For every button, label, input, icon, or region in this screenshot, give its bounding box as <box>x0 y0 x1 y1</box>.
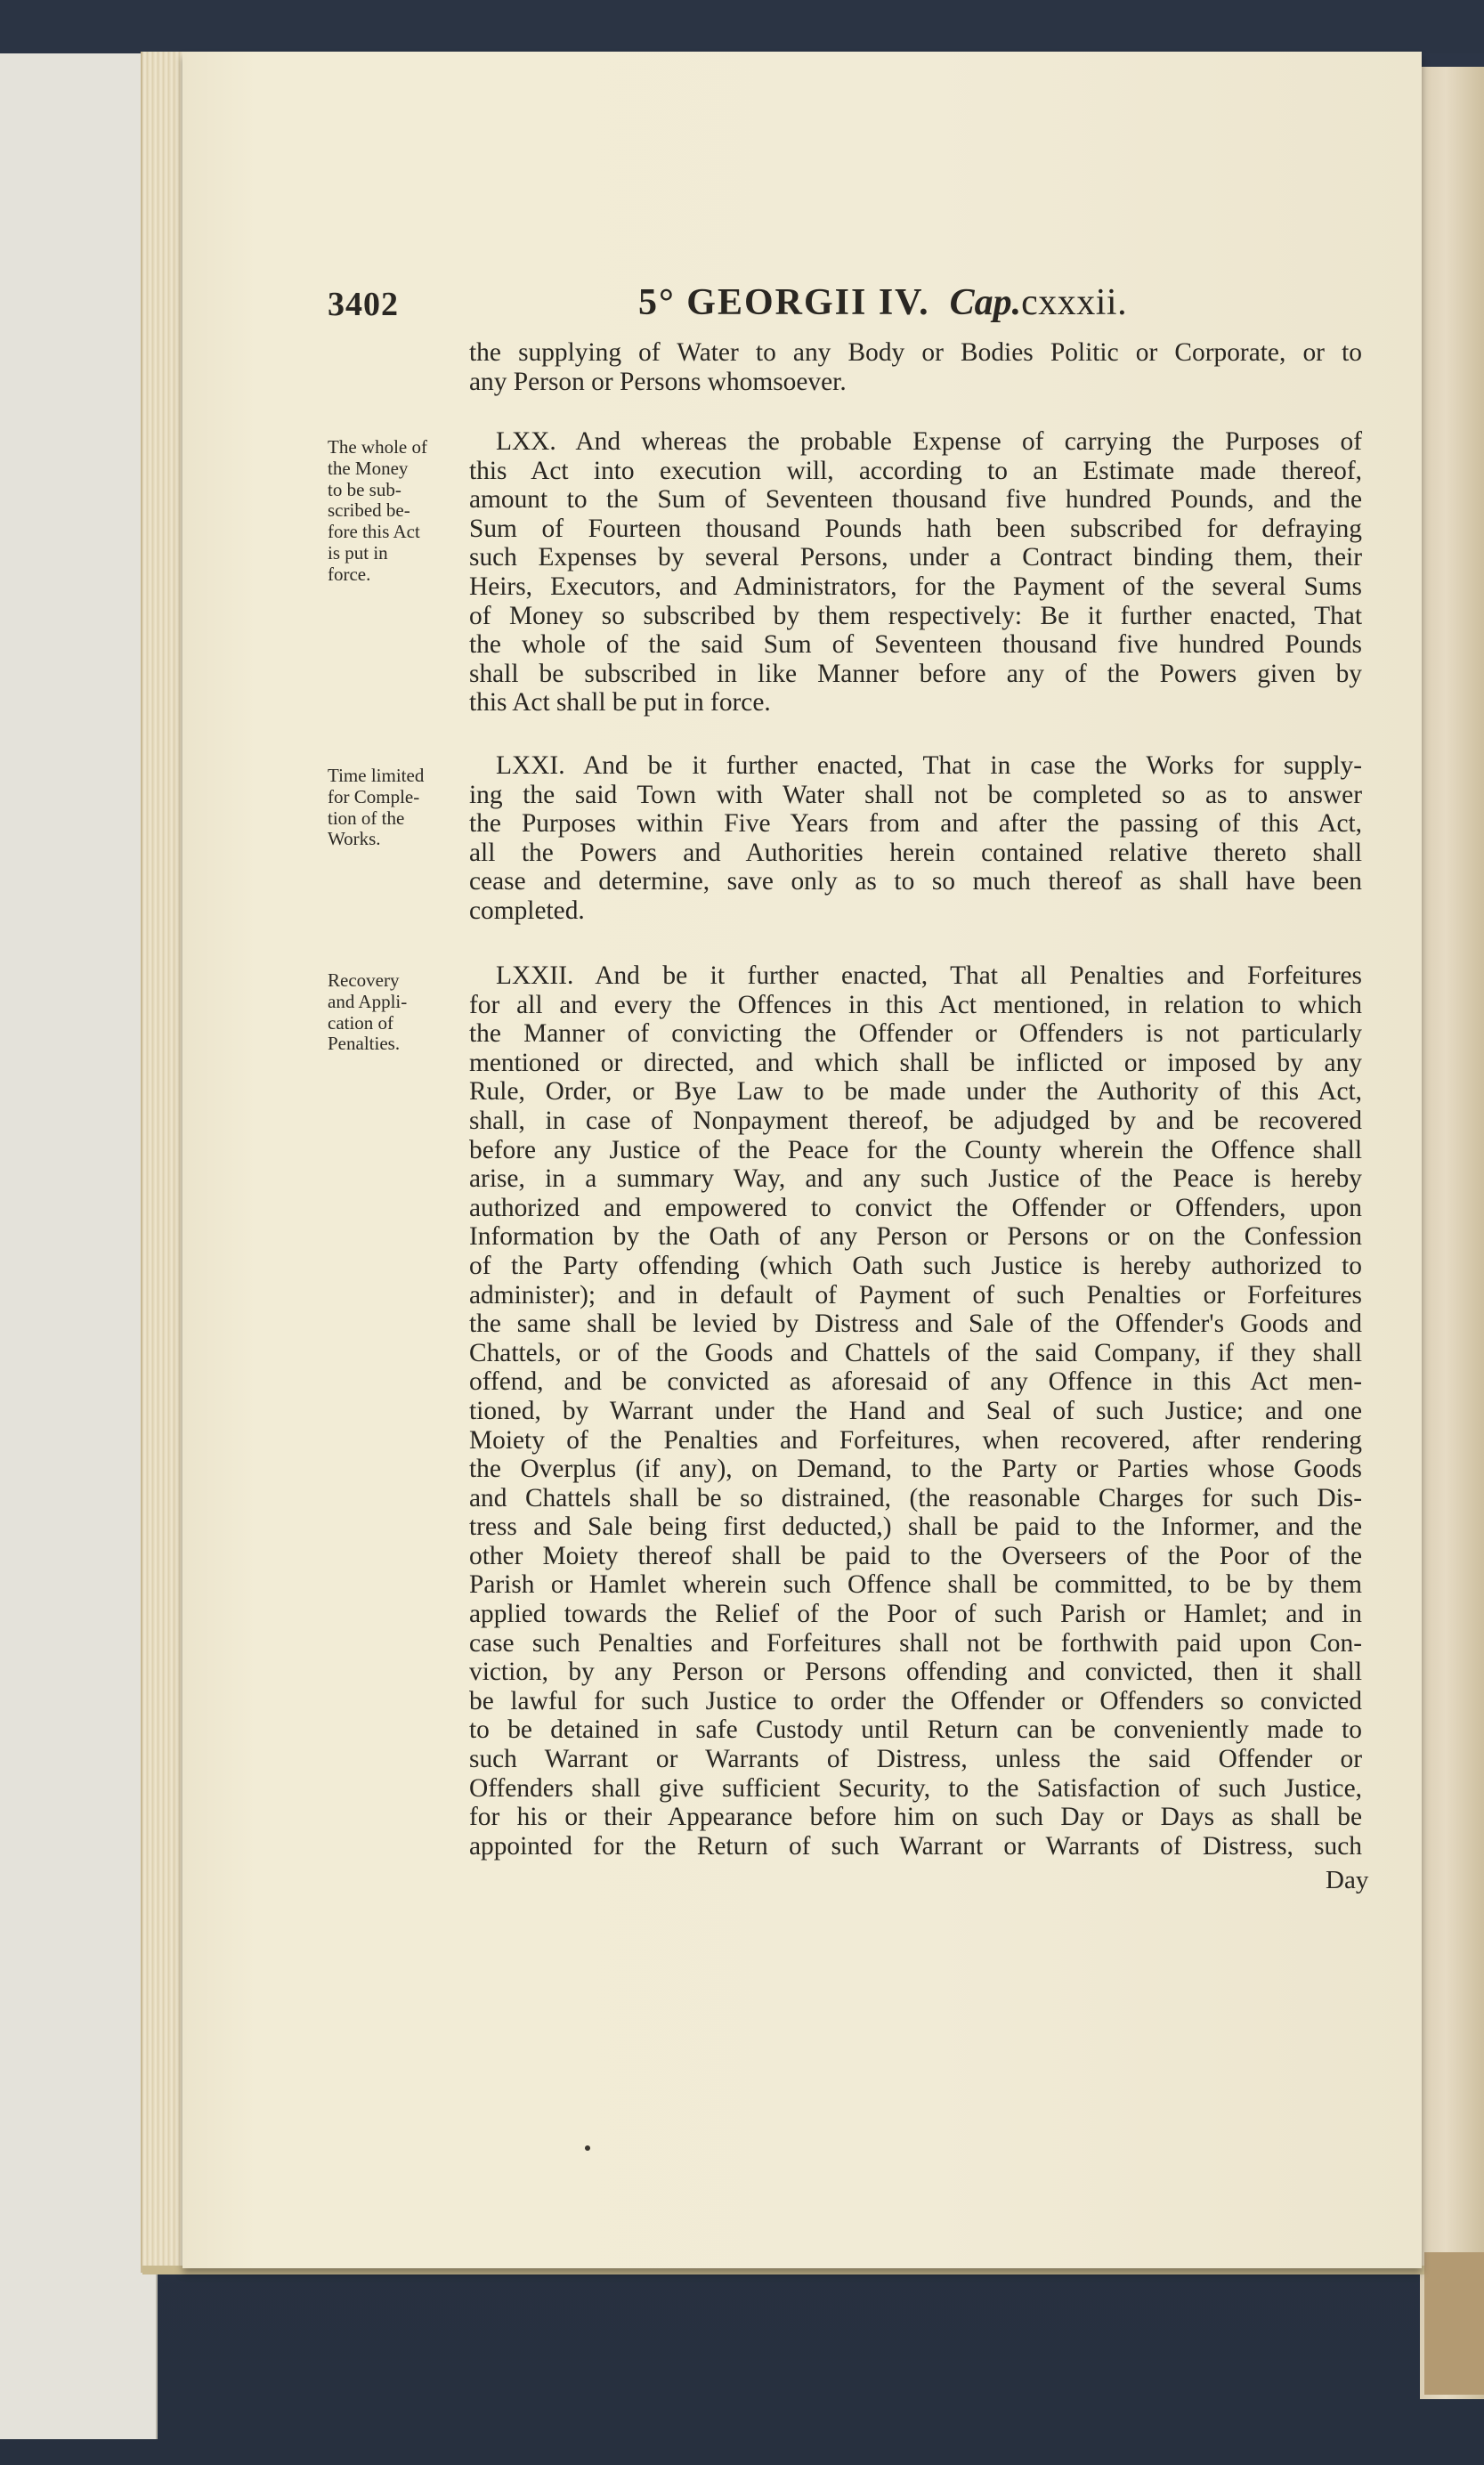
right-edge-tab <box>1424 2252 1484 2395</box>
text-line: for his or their Appearance before him on such Day or Days as shall be <box>469 1803 1362 1832</box>
left-flyleaf <box>0 53 158 2439</box>
text-line: this Act into execution will, according to an Estimate made thereof, <box>469 456 1362 485</box>
text-line: tress and Sale being first deducted,) shall be paid to the Informer, and the <box>469 1512 1362 1542</box>
text-line: arise, in a summary Way, and any such Justice of the Peace is hereby <box>469 1164 1362 1194</box>
text-line: Offenders shall give sufficient Security, to the Satisfaction of such Justice, <box>469 1773 1362 1803</box>
text-line: completed. <box>469 896 585 925</box>
book-cover-top <box>0 0 1484 53</box>
text-line: viction, by any Person or Persons offending and convicted, then it shall <box>469 1658 1362 1687</box>
text-line: authorized and empowered to convict the Offender or Offenders, upon <box>469 1193 1362 1222</box>
paragraph-lxxi <box>469 751 1362 926</box>
text-line: to be detained in safe Custody until Return can be conveniently made to <box>469 1715 1362 1745</box>
text-line: applied towards the Relief of the Poor of such Parish or Hamlet; and in <box>469 1600 1362 1629</box>
text-line: the whole of the said Sum of Seventeen thousand five hundred Pounds <box>469 630 1362 660</box>
text-line: case such Penalties and Forfeitures shall not be forthwith paid upon Con- <box>469 1628 1362 1658</box>
text-line: tioned, by Warrant under the Hand and Seal of such Justice; and one <box>469 1396 1362 1425</box>
text-line: the supplying of Water to any Body or Bodies Politic or Corporate, or to <box>469 338 1362 367</box>
text-line: administer); and in default of Payment of such Penalties or Forfeitures <box>469 1280 1362 1310</box>
text-line: of the Party offending (which Oath such Justice is hereby authorized to <box>469 1251 1362 1280</box>
text-line: of Money so subscribed by them respectively: Be it further enacted, That <box>469 601 1362 630</box>
text-line: cease and determine, save only as to so much thereof as shall have been <box>469 867 1362 896</box>
ink-dot <box>585 2145 590 2151</box>
text-line: offend, and be convicted as aforesaid of any Offence in this Act men- <box>469 1367 1362 1397</box>
chapter-number: cxxxii. <box>1021 282 1128 323</box>
text-line: mentioned or directed, and which shall be inflicted or imposed by any <box>469 1048 1362 1077</box>
text-line: such Warrant or Warrants of Distress, unless the said Offender or <box>469 1745 1362 1774</box>
text-line: Parish or Hamlet wherein such Offence shall be committed, to be by them <box>469 1570 1362 1600</box>
act-title: 5° GEORGII IV. <box>638 282 930 323</box>
text-line: the Overplus (if any), on Demand, to the Party or Parties whose Goods <box>469 1455 1362 1484</box>
text-line: LXX. And whereas the probable Expense of carrying the Purposes of <box>496 427 1362 456</box>
text-line: all the Powers and Authorities herein contained relative thereto shall <box>469 838 1362 867</box>
sidenote-money: The whole of the Money to be sub- scribed be- fore this Act is put in force. <box>328 436 427 585</box>
paragraph-lxx <box>469 427 1362 718</box>
document-page <box>182 52 1422 2268</box>
paragraph-lxxii <box>469 961 1362 1861</box>
text-line: the Manner of convicting the Offender or Offenders is not particularly <box>469 1019 1362 1049</box>
text-line: any Person or Persons whomsoever. <box>469 367 847 396</box>
text-line: Heirs, Executors, and Administrators, for the Payment of the several Sums <box>469 572 1362 601</box>
text-line: amount to the Sum of Seventeen thousand five hundred Pounds, and the <box>469 485 1362 515</box>
page-number: 3402 <box>328 286 399 323</box>
text-line: the Purposes within Five Years from and after the passing of this Act, <box>469 809 1362 839</box>
text-line: Chattels, or of the Goods and Chattels of the said Company, if they shall <box>469 1338 1362 1367</box>
text-line: such Expenses by several Persons, under a Contract binding them, their <box>469 543 1362 572</box>
text-line: Information by the Oath of any Person or Persons or on the Confession <box>469 1222 1362 1252</box>
page-content <box>182 52 1422 2268</box>
text-line: appointed for the Return of such Warrant or Warrants of Distress, such <box>469 1831 1362 1861</box>
text-line: this Act shall be put in force. <box>469 688 771 718</box>
text-line: and Chattels shall be so distrained, (the reasonable Charges for such Dis- <box>469 1483 1362 1512</box>
paragraph-intro <box>469 338 1362 396</box>
text-line: for all and every the Offences in this Act mentioned, in relation to which <box>469 990 1362 1019</box>
chapter-label: Cap.cxxxii. <box>949 282 1128 323</box>
right-page-edge <box>1420 67 1484 2399</box>
text-line: be lawful for such Justice to order the Offender or Offenders so convicted <box>469 1686 1362 1715</box>
text-line: shall be subscribed in like Manner before any of the Powers given by <box>469 659 1362 688</box>
text-line: before any Justice of the Peace for the County wherein the Offence shall <box>469 1135 1362 1164</box>
sidenote-time-limited: Time limited for Comple- tion of the Works. <box>328 765 425 850</box>
text-line: shall, in case of Nonpayment thereof, be adjudged by and be recovered <box>469 1106 1362 1135</box>
text-line: the same shall be levied by Distress and Sale of the Offender's Goods and <box>469 1310 1362 1339</box>
sidenote-recovery: Recovery and Appli- cation of Penalties. <box>328 969 408 1055</box>
text-line: LXXII. And be it further enacted, That all Penalties and Forfeitures <box>496 961 1362 990</box>
text-line: Moiety of the Penalties and Forfeitures, when recovered, after rendering <box>469 1425 1362 1455</box>
text-line: LXXI. And be it further enacted, That in case the Works for supply- <box>496 751 1362 780</box>
text-line: Sum of Fourteen thousand Pounds hath been subscribed for defraying <box>469 514 1362 543</box>
catchword: Day <box>1326 1866 1369 1894</box>
text-line: Rule, Order, or Bye Law to be made under the Authority of this Act, <box>469 1077 1362 1107</box>
text-line: other Moiety thereof shall be paid to the Overseers of the Poor of the <box>469 1541 1362 1570</box>
text-line: ing the said Town with Water shall not be completed so as to answer <box>469 780 1362 809</box>
running-head <box>638 281 1127 324</box>
